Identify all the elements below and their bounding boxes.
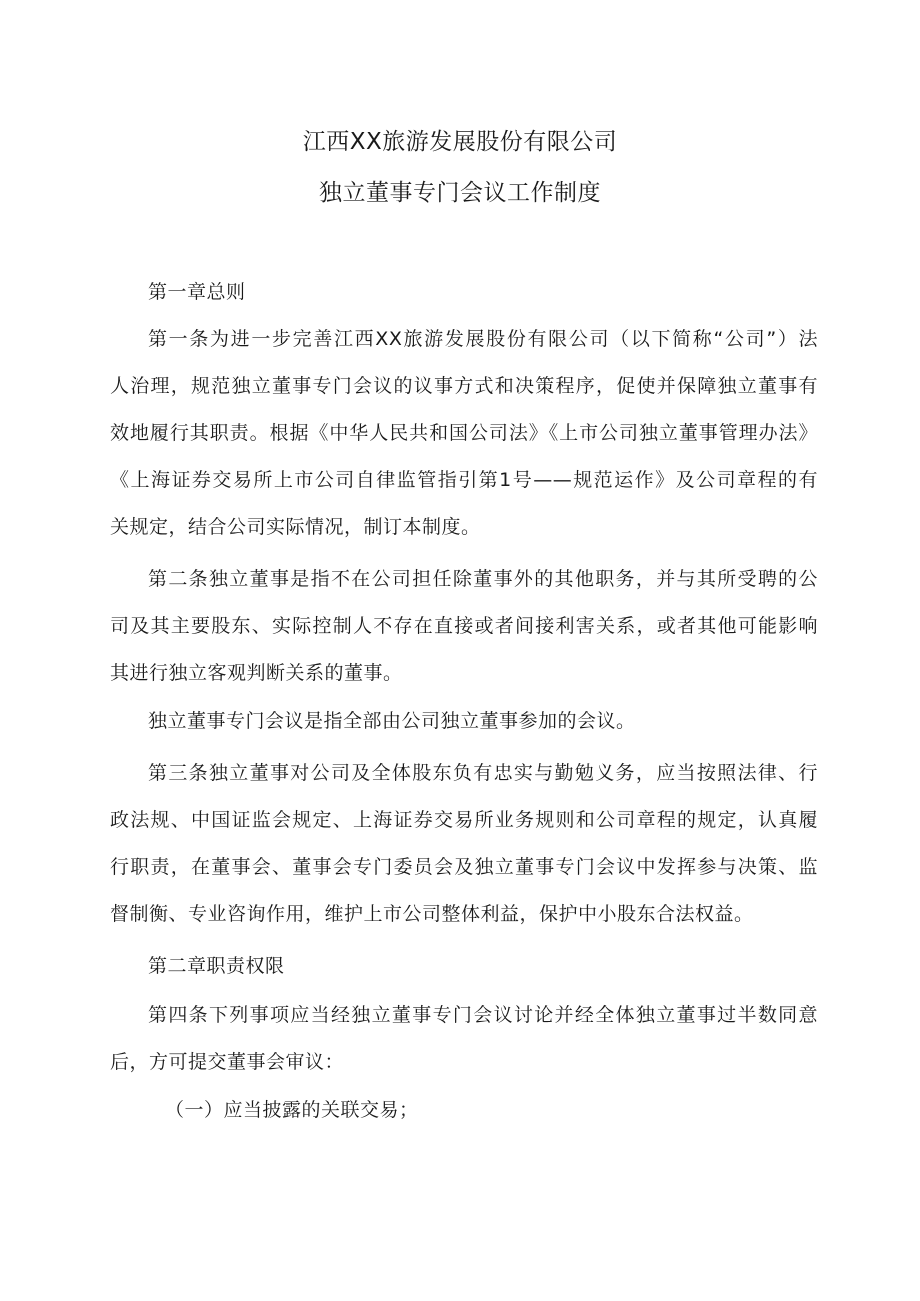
article3-line4: 督制衡、专业咨询作用，维护上市公司整体利益，保护中小股东合法权益。 (110, 903, 754, 925)
article4-line2: 后，方可提交董事会审议： (110, 1051, 345, 1073)
article1-line5: 关规定，结合公司实际情况，制订本制度。 (110, 516, 481, 538)
article3-line1: 第三条独立董事对公司及全体股东负有忠实与勤勉义务，应当按照法律、行 (148, 762, 818, 784)
chapter2-heading: 第二章职责权限 (148, 955, 285, 977)
list-item-1: （一）应当披露的关联交易； (165, 1099, 419, 1121)
article2-line1: 第二条独立董事是指不在公司担任除董事外的其他职务，并与其所受聘的公 (148, 568, 818, 590)
article2-line2: 司及其主要股东、实际控制人不存在直接或者间接利害关系，或者其他可能影响 (110, 615, 818, 637)
article1-line4: 《上海证券交易所上市公司自律监管指引第1号——规范运作》及公司章程的有 (110, 469, 818, 491)
chapter1-heading: 第一章总则 (148, 281, 246, 303)
article2-line3: 其进行独立客观判断关系的董事。 (110, 662, 403, 684)
document-title-line1: 江西XX旅游发展股份有限公司 (302, 129, 618, 155)
article4-line1: 第四条下列事项应当经独立董事专门会议讨论并经全体独立董事过半数同意 (148, 1004, 818, 1026)
article1-line3: 效地履行其职责。根据《中华人民共和国公司法》《上市公司独立董事管理办法》 (110, 422, 818, 444)
article3-line2: 政法规、中国证监会规定、上海证券交易所业务规则和公司章程的规定，认真履 (110, 809, 818, 831)
article3-line3: 行职责，在董事会、董事会专门委员会及独立董事专门会议中发挥参与决策、监 (110, 856, 818, 878)
article1-line1: 第一条为进一步完善江西XX旅游发展股份有限公司（以下简称“公司”）法 (148, 328, 818, 350)
article1-line2: 人治理，规范独立董事专门会议的议事方式和决策程序，促使并保障独立董事有 (110, 375, 818, 397)
article2-paragraph2: 独立董事专门会议是指全部由公司独立董事参加的会议。 (148, 710, 636, 732)
document-title-line2: 独立董事专门会议工作制度 (319, 180, 601, 206)
